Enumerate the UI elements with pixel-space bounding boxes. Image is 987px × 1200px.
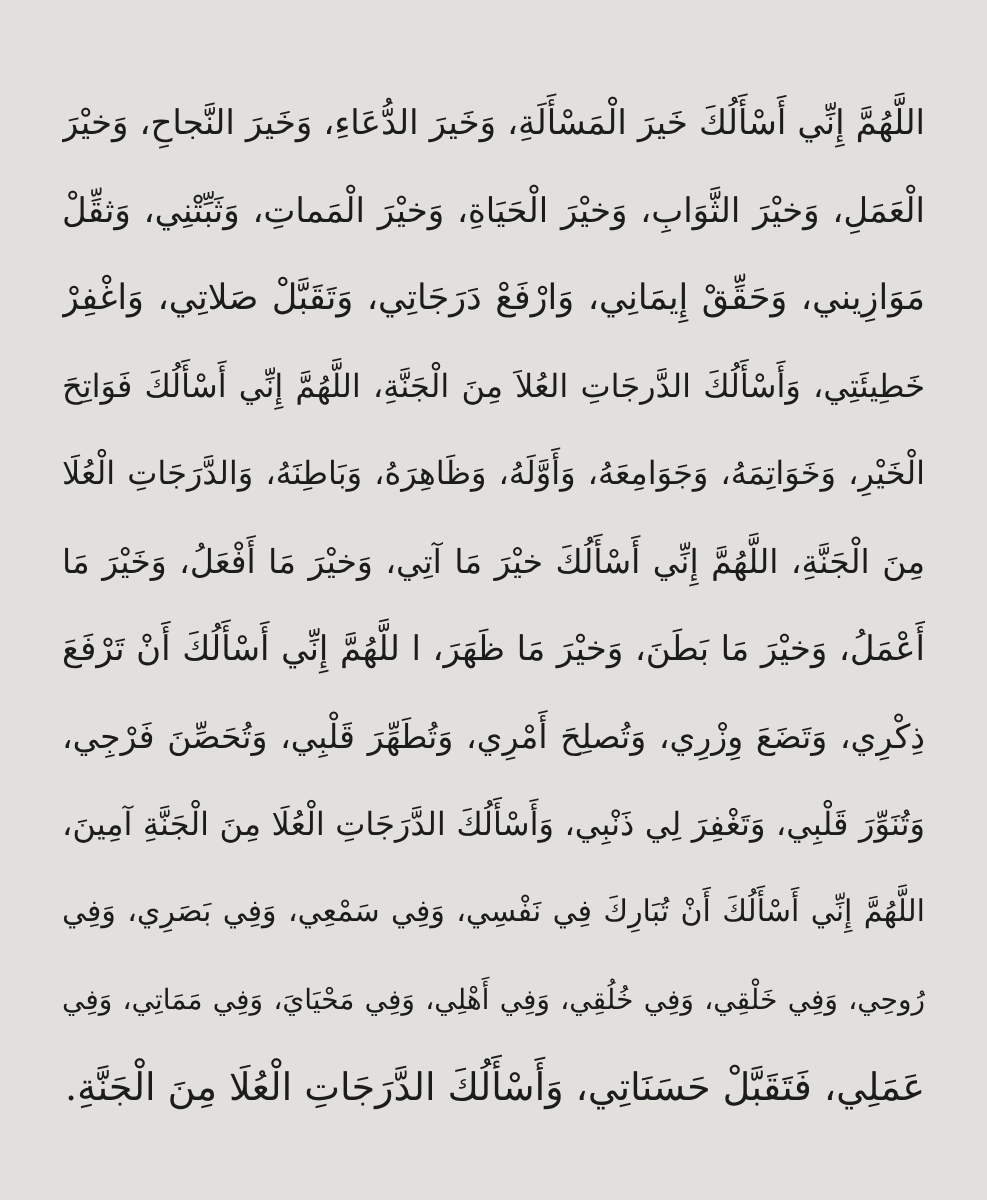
text-line-7: أَعْمَلُ، وَخيْرَ مَا بَطَنَ، وَخيْرَ مَا ظَهَرَ، ا للَّهُمَّ إِنِّي أَسْأَلُكَ أَنْ تَرْفَعَ: [62, 628, 925, 669]
text-line-6: مِنَ الْجَنَّةِ، اللَّهُمَّ إِنِّي أَسْأَلُكَ خيْرَ مَا آتِي، وَخيْرَ مَا أَفْعَلُ، وَخَيْرَ مَا: [62, 541, 925, 581]
text-line-4: خَطِيئَتِي، وَأَسْأَلُكَ الدَّرجَاتِ العُلاَ مِنَ الْجَنَّةِ، اللَّهُمَّ إِنِّي أَسْأَلُكَ فَوَاتِحَ: [62, 366, 925, 405]
text-line-11: رُوحِي، وَفِي خَلْقِي، وَفِي خُلُقِي، وَفِي أَهْلِي، وَفِي مَحْيَايَ، وَفِي مَمَاتِي، وَفِي: [62, 982, 925, 1016]
text-line-5: الْخَيْرِ، وَخَوَاتِمَهُ، وَجَوَامِعَهُ، وَأَوَّلَهُ، وَظَاهِرَهُ، وَبَاطِنَهُ، وَالدَّرَجَاتِ الْعُلَا: [62, 454, 925, 493]
text-line-9: وَتُنَوِّرَ قَلْبِي، وَتَغْفِرَ لِي ذَنْبِي، وَأَسْأَلُكَ الدَّرَجَاتِ الْعُلَا مِنَ الْجَنَّةِ آمِينَ،: [62, 804, 925, 843]
text-line-3: مَوَازِيني، وَحَقِّقْ إِيمَانِي، وَارْفَعْ دَرَجَاتِي، وَتَقَبَّلْ صَلاتِي، وَاغْفِرْ: [62, 278, 925, 319]
text-line-8: ذِكْرِي، وَتَضَعَ وِزْرِي، وَتُصلِحَ أَمْرِي، وَتُطَهِّرَ قَلْبِي، وَتُحَصِّنَ فَرْجِي،: [62, 717, 925, 757]
text-line-10: اللَّهُمَّ إِنِّي أَسْأَلُكَ أَنْ تُبَارِكَ فِي نَفْسِي، وَفِي سَمْعِي، وَفِي بَصَرِي، وَفِي: [62, 894, 925, 930]
dua-text-block: [62, 80, 925, 1131]
text-line-12: عَمَلِي، فَتَقَبَّلْ حَسَنَاتِي، وَأَسْأَلُكَ الدَّرَجَاتِ الْعُلَا مِنَ الْجَنَّةِ.: [65, 1064, 925, 1109]
text-line-2: الْعَمَلِ، وَخيْرَ الثَّوَابِ، وَخيْرَ الْحَيَاةِ، وَخيْرَ الْمَماتِ، وَثَبِّتْنِي، وَثقِّلْ: [62, 190, 925, 231]
text-line-1: اللَّهُمَّ إِنِّي أَسْأَلُكَ خَيرَ الْمَسْأَلَةِ، وَخَيرَ الدُّعَاءِ، وَخَيرَ النَّجاحِ، وَخيْرَ: [62, 103, 925, 143]
